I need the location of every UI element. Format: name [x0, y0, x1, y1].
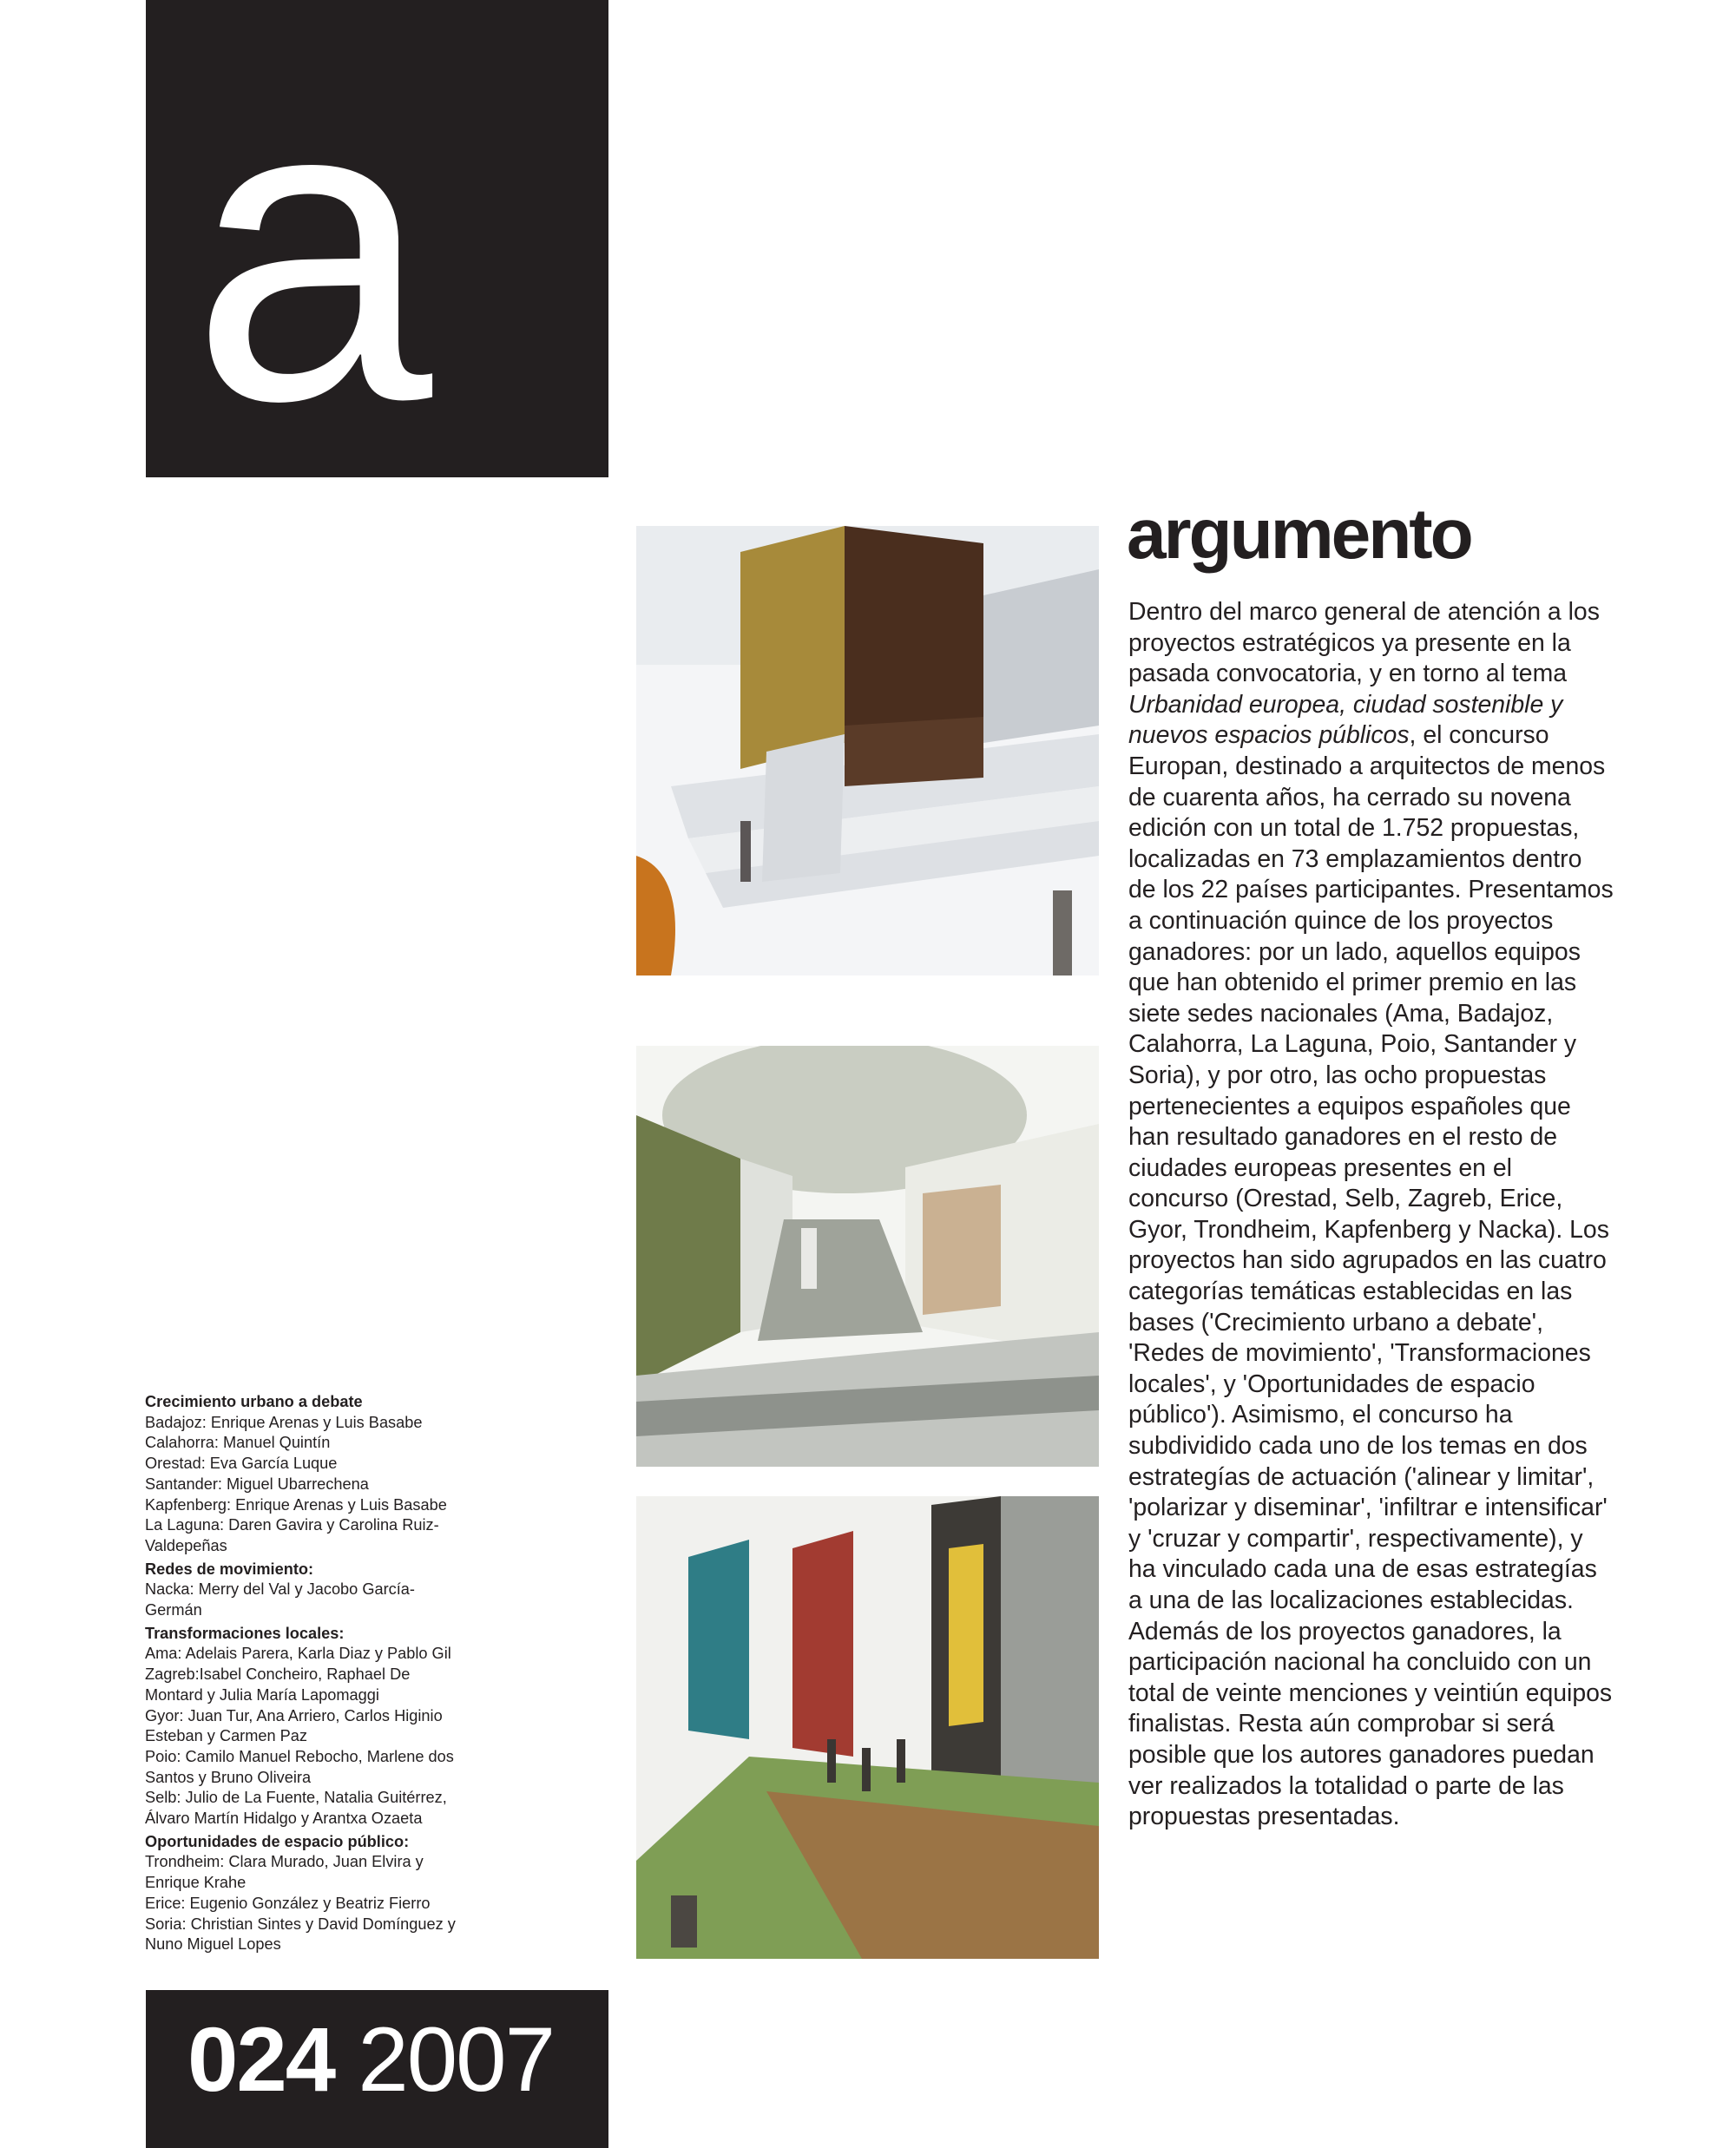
- issue-label: [187, 2009, 554, 2111]
- logo-block: [146, 0, 608, 477]
- credits-line: Nacka: Merry del Val y Jacobo García- Germán: [145, 1580, 415, 1619]
- rendering-image-1: [636, 526, 1099, 975]
- theme-italic: Urbanidad europea, ciudad sostenible y nuevos espacios públicos: [1128, 690, 1563, 750]
- body-text: [1128, 597, 1614, 1833]
- body-text-part-1: Dentro del marco general de atención a los proyectos estratégicos ya presente en la pasada convocatoria, y en torno al tema: [1128, 598, 1600, 688]
- credits-line: Erice: Eugenio González y Beatriz Fierro: [145, 1894, 431, 1912]
- credits-category: Oportunidades de espacio público:: [145, 1832, 410, 1850]
- credits-line: Selb: Julio de La Fuente, Natalia Guitérrez, Álvaro Martín Hidalgo y Arantxa Ozaeta: [145, 1789, 447, 1828]
- credits-line: Zagreb:Isabel Concheiro, Raphael De Montard y Julia María Lapomaggi: [145, 1665, 411, 1704]
- credits-list: [145, 1392, 492, 1955]
- issue-number: 024: [187, 2009, 335, 2111]
- section-title: argumento: [1127, 495, 1471, 574]
- rendering-image-2: [636, 1046, 1099, 1467]
- body-text-part-2: , el concurso Europan, destinado a arquitectos de menos de cuarenta años, ha cerrado su novena edición con un total de 1.752 propuestas, localizadas en 73 emplazamientos dentro de los 22 países participantes. Presentamos a continuación quince de los proyectos ganadores: por un lado, aquellos equipos que han obtenido el primer premio en las siete sedes nacionales (Ama, Badajoz, Calahorra, La Laguna, Poio, Santander y Soria), y por otro, las ocho propuestas pertenecientes a equipos españoles que han resultado ganadores en el resto de ciudades europeas presentes en el concurso (Orestad, Selb, Zagreb, Erice, Gyor, Trondheim, Kapfenberg y Nacka). Los proyectos han sido agrupados en las cuatro categorías temáticas establecidas en las bases ('Crecimiento urbano a debate', 'Redes de movimiento', 'Transformaciones locales', y 'Oportunidades de espacio público'). Asimismo, el concurso ha subdividido cada uno de los temas en dos estrategías de actuación ('alinear y limitar', 'polarizar y diseminar', 'infiltrar e intensificar' y 'cruzar y compartir', respectivamente), y ha vinculado cada una de esas estrategías a una de las localizaciones establecidas. Además de los proyectos ganadores, la participación nacional ha concluido con un total de veinte menciones y veintiún equipos finalistas. Resta aún comprobar si será posible que los autores ganadores puedan ver realizados la totalidad o parte de las propuestas presentadas.: [1128, 721, 1614, 1831]
- credits-line: Soria: Christian Sintes y David Domínguez y Nuno Miguel Lopes: [145, 1915, 456, 1954]
- rendering-image-3: [636, 1496, 1099, 1959]
- issue-footer: [146, 1990, 608, 2148]
- credits-line: Calahorra: Manuel Quintín: [145, 1434, 331, 1452]
- credits-line: Trondheim: Clara Murado, Juan Elvira y Enrique Krahe: [145, 1853, 424, 1892]
- credits-line: Gyor: Juan Tur, Ana Arriero, Carlos Higinio Esteban y Carmen Paz: [145, 1706, 443, 1745]
- credits-line: Ama: Adelais Parera, Karla Diaz y Pablo Gil: [145, 1645, 451, 1663]
- credits-line: Poio: Camilo Manuel Rebocho, Marlene dos Santos y Bruno Oliveira: [145, 1747, 454, 1786]
- credits-category: Redes de movimiento:: [145, 1560, 314, 1578]
- credits-line: La Laguna: Daren Gavira y Carolina Ruiz- Valdepeñas: [145, 1516, 439, 1554]
- credits-line: Santander: Miguel Ubarrechena: [145, 1475, 369, 1493]
- credits-line: Badajoz: Enrique Arenas y Luis Basabe: [145, 1413, 423, 1431]
- logo-letter: a: [191, 5, 424, 477]
- issue-year: 2007: [358, 2009, 554, 2111]
- credits-line: Kapfenberg: Enrique Arenas y Luis Basabe: [145, 1495, 447, 1514]
- credits-category: Crecimiento urbano a debate: [145, 1393, 363, 1410]
- credits-line: Orestad: Eva García Luque: [145, 1455, 338, 1473]
- credits-category: Transformaciones locales:: [145, 1624, 345, 1642]
